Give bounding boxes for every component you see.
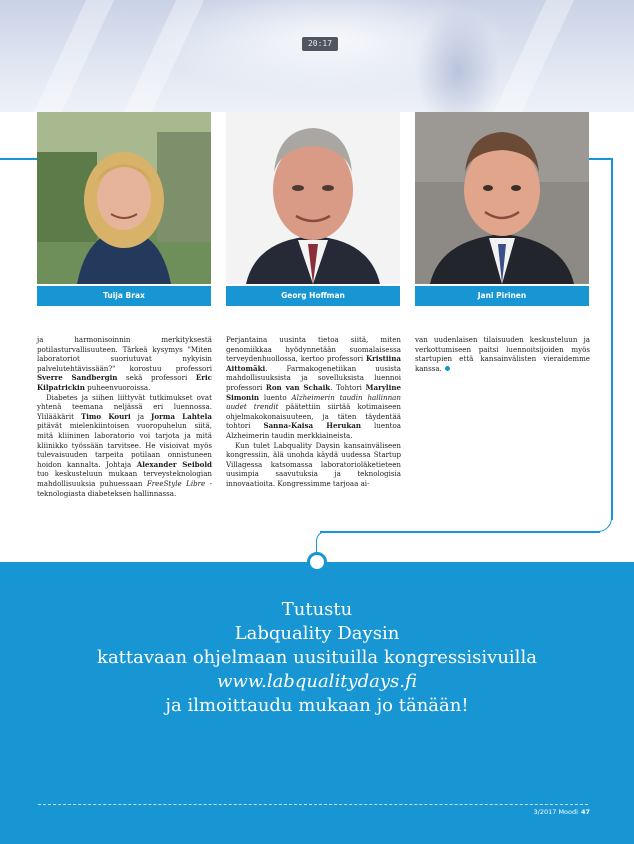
person-name: Sanna-Kaisa Herukan (263, 421, 362, 431)
portrait-caption-3: Jani Pirinen (415, 286, 589, 306)
frame-line-right-top (588, 158, 612, 160)
paragraph: Perjantaina uusinta tietoa siitä, miten genomiikkaa hyödynnetään suomalaisessa terveydenhuollossa, kertoo professori Kristiina Aittomäki. Farmakogenetiikan uusista mahdollisuuksista ja sovelluksista luennoi professori Ron van Schaik. Tohtori Maryline Simonin luento Alzheimerin taudin hallinnan uudet trendit päätettiin siirtää kotimaiseen ohjelmakokonaisuuteen, ja täten täydentää tohtori Sanna-Kaisa Herukan luentoa Alzheimerin taudin merkkiaineista. (226, 335, 401, 440)
cta-line-3: kattavaan ohjelmaan uusituilla kongressisivuilla (97, 647, 537, 668)
portrait-jani-pirinen (415, 112, 589, 284)
portrait-photo-3 (415, 112, 589, 284)
lecture-title: Alzheimerin taudin hallinnan uudet trendit (226, 392, 401, 412)
portrait-georg-hoffman (226, 112, 400, 284)
person-name: Eric Kilpatrickin (37, 373, 212, 392)
frame-line-right-vertical (611, 158, 613, 520)
page-number: 47 (580, 808, 590, 816)
paragraph: Diabetes ja siihen liittyvät tutkimukset ovat yhtenä teemana neljässä eri luennossa. Ylilääkärit Timo Kouri ja Jorma Lahtela pitävät mielenkiintoisen vuoropuhelun siitä, mitä kliininen laboratorio voi tarjota ja mitä kliinikko työssään tarvitsee. He visioivat myös tulevaisuuden tarpeita potilaan onnistuneen hoidon kannalta. Johtaja Alexander Seibold tuo keskusteluun mukaan terveysteknologian mahdollisuuksia puhuessaan FreeStyle Libre -teknologiasta diabeteksen hallinnassa. (37, 392, 212, 498)
person-name: Jorma Lahtela (151, 411, 212, 421)
end-mark-icon (445, 366, 450, 371)
paragraph: ja harmonisoinnin merkityksestä potilasturvallisuuteen. Tärkeä kysymys "Miten laboratoriot suoriutuvat nykyisin palvelutehtävissään?" korostuu professori Sverre Sandbergin sekä professori Eric Kilpatrickin puheenvuoroissa. (37, 335, 212, 392)
product-name: FreeStyle Libre (146, 478, 206, 488)
person-name: Timo Kouri (80, 411, 131, 421)
portrait-caption-1: Tuija Brax (37, 286, 211, 306)
frame-line-left-top (0, 158, 37, 160)
hero-photo (0, 0, 634, 112)
paragraph: van uudenlaisen tilaisuuden keskusteluun ja verkottumiseen paitsi luennoitsijoiden myös startupien että kansainvälisten vieraidemme kanssa. (415, 335, 590, 373)
cta-line-1: Tutustu (281, 599, 353, 620)
portrait-tuija-brax (37, 112, 211, 284)
frame-line-curve-bottom (320, 531, 600, 533)
person-name: Kristiina Aittomäki (226, 354, 401, 373)
person-name: Ron van Schaik (265, 382, 331, 392)
person-name: Sverre Sandbergin (37, 373, 118, 383)
article-column-1 (37, 335, 212, 498)
article-column-2 (226, 335, 401, 489)
cta-banner-text (0, 598, 634, 718)
page-folio (534, 808, 590, 817)
portrait-photo-1 (37, 112, 211, 284)
portrait-photo-2 (226, 112, 400, 284)
paragraph: Kun tulet Labquality Daysin kansainväliseen kongressiin, älä unohda käydä uudessa Startup Villagessa katsomassa laboratorioläketieteen uusimpia saavutuksia ja teknologisia innovaatioita. Kongressimme tarjoaa ai- (226, 440, 401, 488)
cta-website-link[interactable]: www.labqualitydays.fi (217, 671, 417, 692)
portrait-caption-2: Georg Hoffman (226, 286, 400, 306)
footer-rule (38, 804, 588, 805)
cta-line-5: ja ilmoittaudu mukaan jo tänään! (165, 695, 469, 716)
article-column-3 (415, 335, 590, 373)
person-name: Alexander Seibold (136, 459, 212, 469)
cta-line-2: Labquality Daysin (234, 623, 400, 644)
frame-dot-icon (307, 552, 327, 572)
person-name: Maryline Simonin (226, 382, 401, 402)
frame-corner (588, 508, 612, 532)
wall-clock-display: 20:17 (302, 37, 338, 51)
issue-label: 3/2017 Moodi (533, 808, 578, 816)
